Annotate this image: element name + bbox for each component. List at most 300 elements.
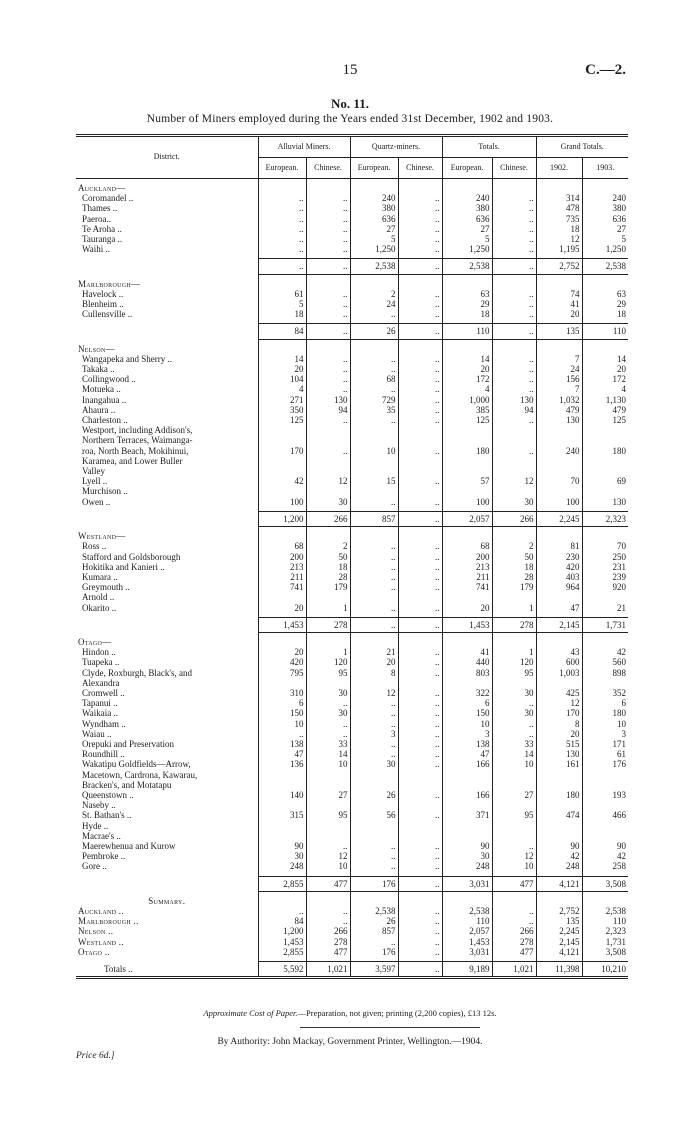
value-cell	[536, 183, 582, 193]
value-cell	[536, 466, 582, 476]
district-name: Cromwell ..	[82, 687, 125, 698]
value-cell	[442, 456, 492, 466]
value-cell: 479	[582, 405, 628, 415]
value-cell: 636	[442, 214, 492, 224]
value-cell: 477	[492, 876, 536, 891]
table-title: Number of Miners employed during the Years ended 31st December, 1902 and 1903.	[146, 113, 554, 125]
value-cell: 1	[306, 603, 350, 613]
value-cell: ..	[398, 926, 442, 936]
value-cell: 24	[350, 299, 398, 309]
value-cell: 29	[442, 299, 492, 309]
value-cell: ..	[398, 476, 442, 486]
value-cell: 515	[536, 739, 582, 749]
value-cell: 350	[258, 405, 306, 415]
district-name: Valley	[82, 466, 105, 477]
section-heading: Otago—	[78, 636, 112, 647]
value-cell	[442, 780, 492, 790]
table-row	[76, 739, 628, 749]
value-cell: ..	[492, 906, 536, 916]
value-cell	[306, 896, 350, 906]
district-name: roa, North Beach, Mokihinui,	[82, 445, 189, 456]
value-cell: 70	[536, 476, 582, 486]
value-cell: ..	[306, 234, 350, 244]
table-row	[76, 234, 628, 244]
value-cell: 240	[536, 446, 582, 456]
value-cell: 10	[582, 719, 628, 729]
district-name: Orepuki and Preservation	[82, 738, 174, 749]
value-cell: ..	[306, 324, 350, 339]
value-cell: ..	[350, 582, 398, 592]
value-cell: 120	[306, 657, 350, 667]
value-cell: 1,200	[258, 511, 306, 526]
value-cell: 1,195	[536, 244, 582, 254]
value-cell: 140	[258, 790, 306, 800]
value-cell	[306, 800, 350, 810]
district-name: Blenheim ..	[82, 299, 124, 310]
value-cell: 69	[582, 476, 628, 486]
value-cell	[306, 637, 350, 647]
section-heading: Marlborough—	[78, 278, 141, 289]
district-name: Tuapeka ..	[82, 657, 120, 668]
value-cell: ..	[398, 552, 442, 562]
value-cell: ..	[398, 916, 442, 926]
subhead: Chinese.	[492, 158, 536, 179]
district-name: Hindon ..	[82, 647, 116, 658]
value-cell: 2	[350, 289, 398, 299]
value-cell: 478	[536, 203, 582, 213]
value-cell: 18	[258, 309, 306, 319]
table-row	[76, 831, 628, 841]
value-cell: 248	[536, 861, 582, 871]
district-name: Stafford and Goldsborough	[82, 551, 181, 562]
value-cell: 30	[306, 708, 350, 718]
value-cell: 729	[350, 395, 398, 405]
value-cell: 26	[350, 916, 398, 926]
value-cell	[492, 678, 536, 688]
value-cell: 170	[258, 446, 306, 456]
value-cell	[306, 678, 350, 688]
value-cell	[398, 592, 442, 602]
district-name: Northern Terraces, Waimanga-	[82, 435, 193, 446]
value-cell	[258, 678, 306, 688]
value-cell: 14	[582, 354, 628, 364]
value-cell	[582, 183, 628, 193]
table-row	[76, 572, 628, 582]
value-cell: 6	[258, 698, 306, 708]
value-cell: ..	[398, 688, 442, 698]
value-cell: 81	[536, 541, 582, 551]
value-cell: 27	[442, 224, 492, 234]
value-cell: ..	[398, 415, 442, 425]
district-name: Murchison ..	[82, 486, 128, 497]
value-cell: ..	[258, 906, 306, 916]
table-row	[76, 446, 628, 456]
value-cell: ..	[398, 876, 442, 891]
district-name: Thames ..	[82, 203, 118, 214]
value-cell: 8	[536, 719, 582, 729]
value-cell: ..	[350, 384, 398, 394]
value-cell: 35	[350, 405, 398, 415]
value-cell: 2,538	[442, 259, 492, 274]
value-cell	[258, 592, 306, 602]
group-header-alluvial: Alluvial Miners.	[258, 136, 350, 158]
value-cell: 95	[492, 668, 536, 678]
value-cell: 42	[536, 851, 582, 861]
value-cell	[536, 831, 582, 841]
value-cell: 211	[442, 572, 492, 582]
value-cell: ..	[398, 541, 442, 551]
value-cell: ..	[492, 916, 536, 926]
value-cell: ..	[492, 415, 536, 425]
value-cell: 5	[582, 234, 628, 244]
value-cell: 385	[442, 405, 492, 415]
value-cell: 26	[350, 790, 398, 800]
value-cell: 130	[582, 497, 628, 507]
subtotal-label	[76, 259, 258, 274]
value-cell: 120	[492, 657, 536, 667]
district-name: Ahaura ..	[82, 404, 116, 415]
value-cell: 100	[442, 497, 492, 507]
value-cell: ..	[306, 374, 350, 384]
value-cell	[398, 780, 442, 790]
value-cell: 11,398	[536, 962, 582, 978]
value-cell: ..	[398, 193, 442, 203]
value-cell: 135	[536, 916, 582, 926]
value-cell	[306, 592, 350, 602]
value-cell	[306, 466, 350, 476]
value-cell: 200	[258, 552, 306, 562]
district-name: Auckland ..	[78, 906, 124, 916]
value-cell: 30	[492, 688, 536, 698]
value-cell: 150	[442, 708, 492, 718]
value-cell: 1,000	[442, 395, 492, 405]
value-cell: ..	[398, 729, 442, 739]
value-cell: 90	[258, 841, 306, 851]
value-cell: 161	[536, 759, 582, 769]
value-cell	[306, 770, 350, 780]
value-cell: ..	[398, 324, 442, 339]
value-cell	[536, 279, 582, 289]
value-cell	[536, 425, 582, 435]
district-name: Waikaia ..	[82, 708, 119, 719]
value-cell: ..	[350, 617, 398, 632]
value-cell	[350, 486, 398, 496]
value-cell: 2,855	[258, 876, 306, 891]
value-cell: 420	[536, 562, 582, 572]
value-cell: 10	[306, 861, 350, 871]
value-cell: ..	[398, 962, 442, 978]
section-heading: Auckland—	[78, 183, 126, 193]
value-cell: 213	[258, 562, 306, 572]
value-cell: 2,538	[582, 259, 628, 274]
value-cell: 2,855	[258, 947, 306, 957]
value-cell: 7	[536, 354, 582, 364]
value-cell	[350, 344, 398, 354]
value-cell: ..	[398, 364, 442, 374]
value-cell	[258, 183, 306, 193]
value-cell: ..	[350, 364, 398, 374]
value-cell: ..	[306, 719, 350, 729]
value-cell: 2,538	[582, 906, 628, 916]
value-cell: ..	[492, 374, 536, 384]
value-cell: 795	[258, 668, 306, 678]
district-name: Paeroa..	[82, 213, 111, 224]
subhead: European.	[350, 158, 398, 179]
value-cell: 5,592	[258, 962, 306, 978]
value-cell: 271	[258, 395, 306, 405]
value-cell: 6	[442, 698, 492, 708]
document-reference: C.—2.	[585, 62, 626, 78]
value-cell	[398, 183, 442, 193]
value-cell	[258, 456, 306, 466]
value-cell: ..	[398, 739, 442, 749]
value-cell	[350, 780, 398, 790]
value-cell: 130	[536, 749, 582, 759]
value-cell: 95	[492, 810, 536, 820]
value-cell: 138	[258, 739, 306, 749]
table-row	[76, 688, 628, 698]
value-cell: ..	[492, 719, 536, 729]
value-cell: ..	[350, 841, 398, 851]
value-cell: ..	[492, 224, 536, 234]
value-cell: ..	[492, 289, 536, 299]
value-cell	[258, 435, 306, 445]
value-cell	[536, 531, 582, 541]
value-cell: 15	[350, 476, 398, 486]
value-cell: ..	[492, 299, 536, 309]
value-cell	[350, 800, 398, 810]
value-cell: ..	[306, 299, 350, 309]
subtotal-row	[76, 617, 628, 632]
district-name: Queenstown ..	[82, 789, 134, 800]
district-name: Greymouth ..	[82, 582, 130, 593]
value-cell: 1	[492, 603, 536, 613]
value-cell: ..	[306, 916, 350, 926]
value-cell	[350, 456, 398, 466]
value-cell: 600	[536, 657, 582, 667]
value-cell: 741	[442, 582, 492, 592]
value-cell	[258, 466, 306, 476]
value-cell	[350, 279, 398, 289]
value-cell	[582, 821, 628, 831]
value-cell: 156	[536, 374, 582, 384]
value-cell	[306, 780, 350, 790]
value-cell: 74	[536, 289, 582, 299]
value-cell	[536, 821, 582, 831]
value-cell: 2,323	[582, 926, 628, 936]
value-cell	[492, 466, 536, 476]
value-cell	[536, 780, 582, 790]
value-cell: 57	[442, 476, 492, 486]
value-cell: ..	[398, 395, 442, 405]
value-cell: 24	[536, 364, 582, 374]
value-cell: 26	[350, 324, 398, 339]
value-cell: ..	[492, 193, 536, 203]
district-name: Okarito ..	[82, 602, 117, 613]
district-name: Coromandel ..	[82, 193, 134, 204]
value-cell: 2,752	[536, 259, 582, 274]
value-cell: ..	[398, 851, 442, 861]
value-cell	[398, 486, 442, 496]
value-cell	[582, 486, 628, 496]
summary-heading: Summary.	[148, 895, 186, 906]
value-cell: 322	[442, 688, 492, 698]
value-cell: ..	[350, 552, 398, 562]
value-cell: 63	[442, 289, 492, 299]
value-cell	[350, 592, 398, 602]
value-cell: 42	[258, 476, 306, 486]
value-cell: 1,003	[536, 668, 582, 678]
value-cell	[350, 466, 398, 476]
table-row	[76, 729, 628, 739]
value-cell	[258, 770, 306, 780]
value-cell: ..	[306, 364, 350, 374]
value-cell: 380	[442, 203, 492, 213]
value-cell: 29	[582, 299, 628, 309]
value-cell	[442, 592, 492, 602]
value-cell: 63	[582, 289, 628, 299]
value-cell	[398, 831, 442, 841]
value-cell: ..	[350, 309, 398, 319]
value-cell: 248	[258, 861, 306, 871]
value-cell: ..	[350, 572, 398, 582]
value-cell	[258, 637, 306, 647]
value-cell: ..	[398, 244, 442, 254]
subhead: 1903.	[582, 158, 628, 179]
value-cell: 266	[492, 926, 536, 936]
value-cell	[258, 425, 306, 435]
value-cell	[442, 800, 492, 810]
value-cell: 420	[258, 657, 306, 667]
value-cell: 2,538	[442, 906, 492, 916]
value-cell: ..	[492, 364, 536, 374]
value-cell: 12	[492, 851, 536, 861]
table-row	[76, 466, 628, 476]
value-cell: 3,031	[442, 876, 492, 891]
district-name: Arnold ..	[82, 592, 115, 603]
value-cell: 179	[492, 582, 536, 592]
value-cell: 125	[582, 415, 628, 425]
value-cell: ..	[306, 906, 350, 916]
value-cell: 176	[350, 947, 398, 957]
value-cell: 231	[582, 562, 628, 572]
district-name: Westland ..	[78, 936, 124, 947]
value-cell	[398, 637, 442, 647]
value-cell: 30	[492, 708, 536, 718]
value-cell	[258, 531, 306, 541]
value-cell: 30	[306, 688, 350, 698]
value-cell: ..	[398, 309, 442, 319]
value-cell: 180	[536, 790, 582, 800]
value-cell: 3,031	[442, 947, 492, 957]
value-cell: 266	[306, 926, 350, 936]
table-row	[76, 592, 628, 602]
value-cell: 2	[306, 541, 350, 551]
district-name: Lyell ..	[82, 476, 108, 487]
value-cell: 4,121	[536, 876, 582, 891]
district-name: Havelock ..	[82, 288, 124, 299]
value-cell	[536, 896, 582, 906]
value-cell: 1,453	[258, 617, 306, 632]
district-header: District.	[76, 136, 258, 179]
value-cell: ..	[258, 224, 306, 234]
value-cell	[442, 486, 492, 496]
value-cell: 50	[492, 552, 536, 562]
value-cell: 20	[258, 603, 306, 613]
value-cell: 10	[492, 861, 536, 871]
value-cell: 41	[442, 647, 492, 657]
value-cell: ..	[350, 562, 398, 572]
totals-row	[76, 962, 628, 978]
value-cell: 2,323	[582, 511, 628, 526]
table-row	[76, 790, 628, 800]
value-cell	[306, 456, 350, 466]
value-cell	[582, 678, 628, 688]
value-cell	[306, 435, 350, 445]
value-cell: ..	[306, 698, 350, 708]
value-cell: 166	[442, 790, 492, 800]
value-cell: 18	[306, 562, 350, 572]
value-cell	[582, 435, 628, 445]
value-cell: 61	[582, 749, 628, 759]
value-cell: 10,210	[582, 962, 628, 978]
value-cell: ..	[398, 289, 442, 299]
value-cell: 479	[536, 405, 582, 415]
value-cell: 14	[442, 354, 492, 364]
value-cell: 14	[492, 749, 536, 759]
value-cell: 1,250	[442, 244, 492, 254]
value-cell: 2,538	[350, 906, 398, 916]
cost-label: Approximate Cost of Paper.	[203, 1008, 298, 1018]
value-cell	[492, 486, 536, 496]
value-cell: 2,245	[536, 511, 582, 526]
value-cell	[492, 831, 536, 841]
value-cell	[306, 831, 350, 841]
value-cell: 371	[442, 810, 492, 820]
value-cell: 1,130	[582, 395, 628, 405]
table-row	[76, 906, 628, 916]
value-cell: 6	[582, 698, 628, 708]
value-cell: 172	[582, 374, 628, 384]
value-cell: ..	[258, 193, 306, 203]
value-cell: 100	[258, 497, 306, 507]
value-cell: ..	[398, 562, 442, 572]
subhead: European.	[258, 158, 306, 179]
table-row	[76, 193, 628, 203]
value-cell: 193	[582, 790, 628, 800]
value-cell	[350, 637, 398, 647]
table-row	[76, 749, 628, 759]
district-name: Bracken's, and Motatapu	[82, 779, 172, 790]
value-cell	[582, 344, 628, 354]
table-row	[76, 678, 628, 688]
value-cell: 110	[582, 916, 628, 926]
district-name: Macetown, Cardrona, Kawarau,	[82, 769, 198, 780]
value-cell: ..	[258, 203, 306, 213]
value-cell: 47	[442, 749, 492, 759]
value-cell: 150	[258, 708, 306, 718]
table-row	[76, 562, 628, 572]
value-cell	[536, 592, 582, 602]
value-cell: 125	[442, 415, 492, 425]
value-cell: 466	[582, 810, 628, 820]
value-cell: 95	[306, 668, 350, 678]
value-cell	[582, 770, 628, 780]
value-cell: 1,032	[536, 395, 582, 405]
divider	[300, 1027, 480, 1028]
value-cell: 90	[582, 841, 628, 851]
value-cell: 266	[306, 511, 350, 526]
